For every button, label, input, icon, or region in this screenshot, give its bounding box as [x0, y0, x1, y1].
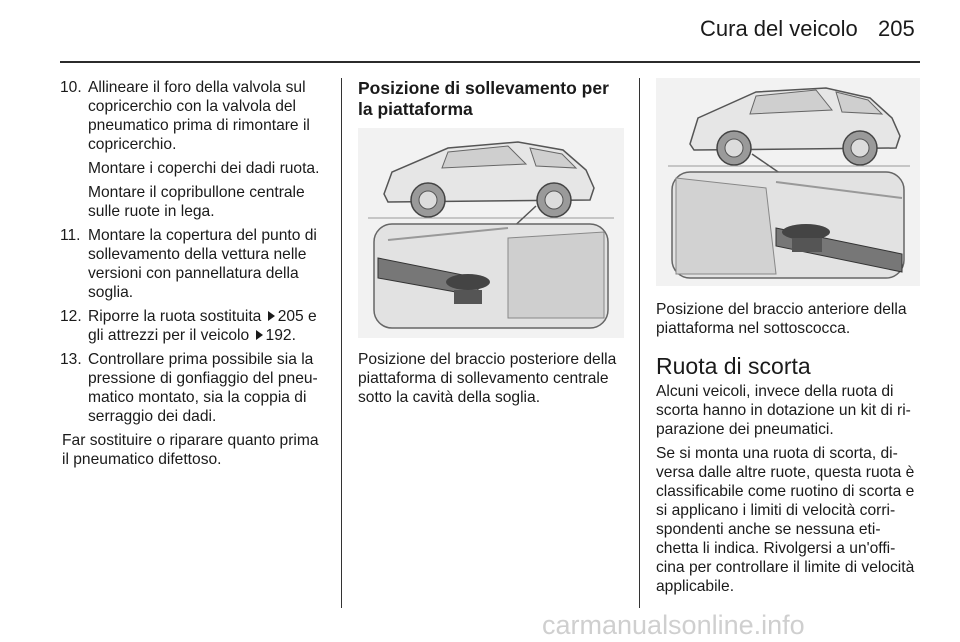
- item-number: 12.: [60, 308, 82, 325]
- item-number: 10.: [60, 79, 82, 96]
- front-lift-point-illustration: [656, 78, 920, 286]
- column-divider: [639, 78, 640, 608]
- figure-caption: Posizione del braccio anteriore della piattaforma nel sottoscocca.: [656, 301, 907, 337]
- column-divider: [341, 78, 342, 608]
- section-heading: Posizione di sollevamento per la piattaforma: [358, 78, 609, 119]
- page-ref-arrow-icon: [256, 330, 263, 340]
- item-number: 11.: [60, 227, 81, 244]
- rear-lift-point-illustration: [358, 128, 624, 338]
- figure-caption: Posizione del braccio posteriore della piattaforma di sollevamento centrale sotto la cavità della soglia.: [358, 351, 617, 406]
- item-text: [88, 307, 328, 345]
- page-number: 205: [878, 16, 915, 41]
- item-number: 13.: [60, 351, 82, 368]
- list-item: [60, 78, 328, 154]
- list-item: [60, 350, 328, 426]
- middle-column: [358, 78, 626, 120]
- header-title: Cura del veicolo: [700, 16, 858, 41]
- paragraph: Alcuni veicoli, invece della ruota di scorta hanno in dotazione un kit di ri-parazione dei pneumatici.: [656, 383, 911, 438]
- page-reference-link[interactable]: 192.: [265, 327, 296, 344]
- left-column: [60, 78, 328, 474]
- page-ref-arrow-icon: [268, 311, 275, 321]
- item-text: Controllare prima possibile sia la pressione di gonfiaggio del pneu-matico montato, sia la coppia di serraggio dei dadi.: [88, 351, 318, 425]
- sub-paragraph: Montare il copribullone centrale sulle ruote in lega.: [88, 184, 305, 220]
- item-text: Montare la copertura del punto di sollevamento della vettura nelle versioni con pannellatura della soglia.: [88, 227, 317, 301]
- page-reference-link[interactable]: 205 e: [277, 308, 317, 325]
- list-item: [60, 307, 328, 345]
- sub-paragraph: Montare i coperchi dei dadi ruota.: [88, 160, 320, 177]
- list-item: [60, 226, 328, 302]
- watermark: carmanualsonline.info: [542, 610, 805, 640]
- right-column: [656, 300, 922, 601]
- section-heading: Ruota di scorta: [656, 353, 811, 379]
- item-text-part: Riporre la ruota sostituita: [88, 308, 262, 325]
- header-rule: [60, 61, 920, 63]
- item-text-part: gli attrezzi per il veicolo: [88, 327, 250, 344]
- closing-paragraph: Far sostituire o riparare quanto prima il pneumatico difettoso.: [62, 432, 319, 468]
- paragraph: Se si monta una ruota di scorta, di-versa dalle altre ruote, questa ruota è classificabile come ruotino di scorta e si applicano i limiti di velocità corri-spondenti anche se nessuna eti-chetta li indica. Rivolgersi a un'offi-cina per controllare il limite di velocità applicabile.: [656, 445, 915, 595]
- item-text: Allineare il foro della valvola sul copricerchio con la valvola del pneumatico prima di rimontare il copricerchio.: [88, 79, 310, 153]
